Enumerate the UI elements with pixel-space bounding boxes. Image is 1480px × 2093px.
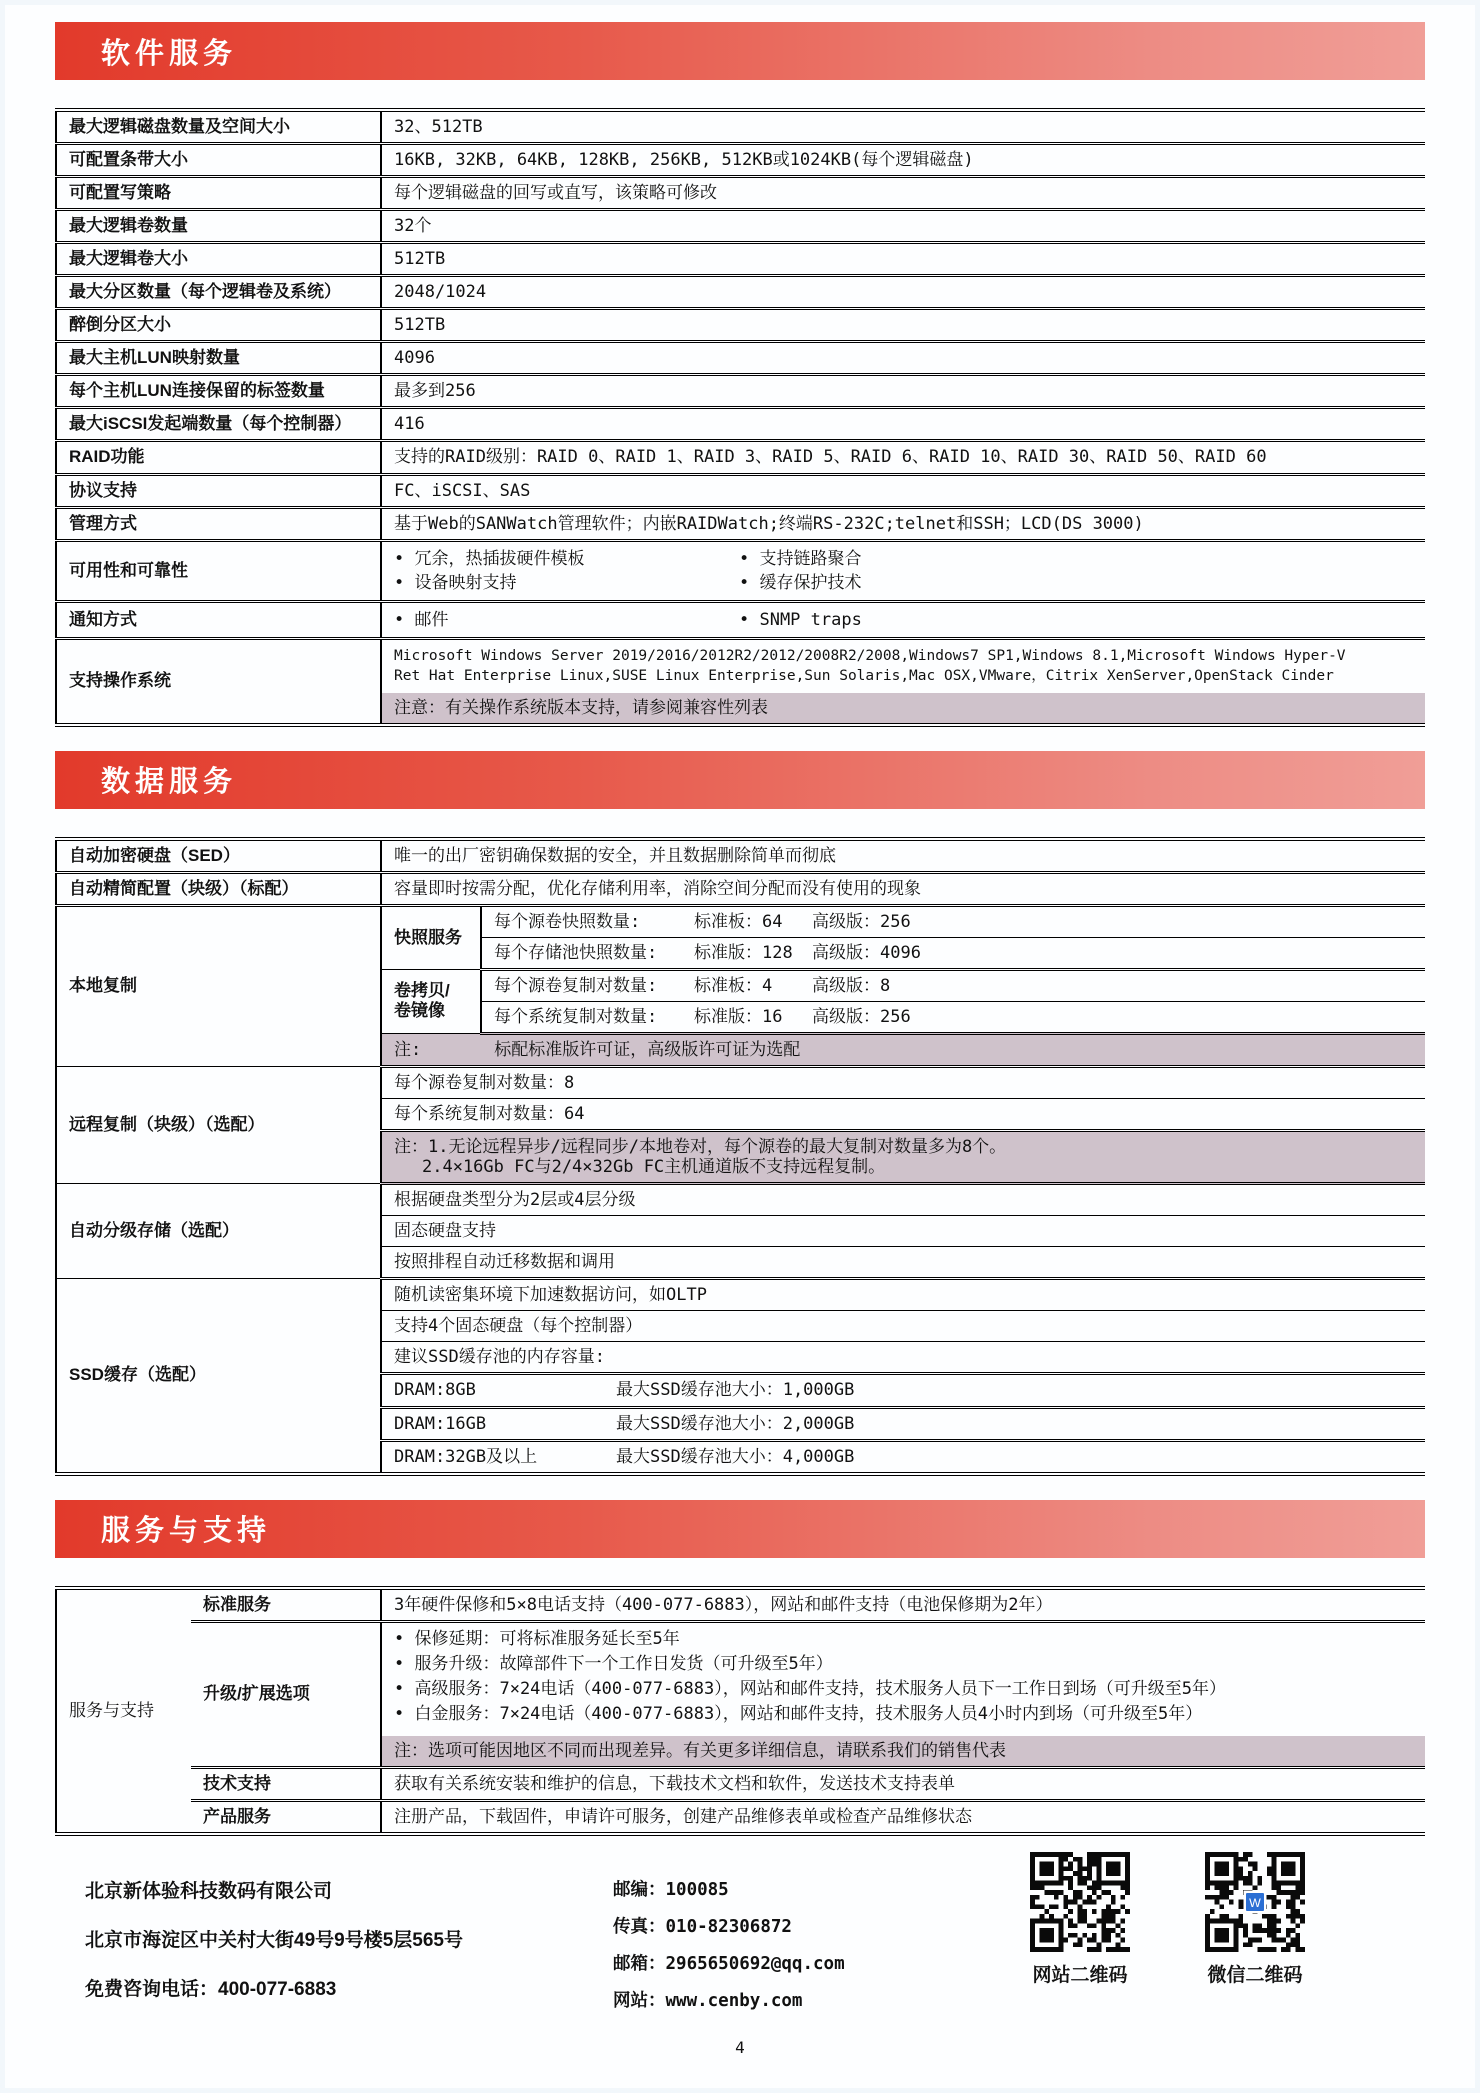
spec-value: 注册产品，下载固件，申请许可服务，创建产品维修表单或检查产品维修状态: [394, 1806, 972, 1827]
company-name: 北京新体验科技数码有限公司: [85, 1881, 333, 1902]
email-address: 邮箱：2965650692@qq.com: [613, 1954, 845, 1974]
dram-row: [394, 1380, 1413, 1400]
table-row-availability: [56, 540, 1425, 601]
spec-value: [381, 1407, 1425, 1440]
bullet-item: • 高级服务：7×24电话（400-077-6883），网站和邮件支持，技术服务人员下一工作日到场（可升级至5年）: [394, 1678, 1226, 1699]
table-row: [56, 144, 1425, 177]
spec-value: [381, 540, 1425, 601]
spec-value: 2048/1024: [381, 276, 1425, 309]
dram-row: [394, 1447, 1413, 1467]
table-row: [56, 243, 1425, 276]
table-row: [56, 1184, 1425, 1216]
max-cache-size: 最大SSD缓存池大小：1,000GB: [616, 1380, 855, 1401]
software-spec-table: [55, 108, 1425, 727]
spec-label: 升级/扩展选项: [191, 1621, 381, 1767]
max-cache-size: 最大SSD缓存池大小：4,000GB: [616, 1446, 855, 1467]
spec-label: 协议支持: [56, 474, 381, 507]
spec-label: 支持操作系统: [56, 638, 381, 725]
metric-name: 每个系统复制对数量:: [494, 1006, 658, 1027]
fax-number: 传真：010-82306872: [613, 1917, 792, 1937]
spec-label: 自动加密硬盘（SED）: [56, 839, 381, 873]
spec-label: 最大逻辑卷数量: [56, 210, 381, 243]
spec-value: 16KB, 32KB, 64KB, 128KB, 256KB, 512KB或1024KB(每个逻辑磁盘): [381, 144, 1425, 177]
local-replication-note: [381, 1033, 1425, 1066]
section-title: 软件服务: [101, 37, 238, 70]
section-header-support: [55, 1500, 1425, 1558]
postal-code: 邮编：100085: [613, 1880, 729, 1900]
table-row-upgrades: [56, 1621, 1425, 1767]
remote-replication-note: [381, 1131, 1425, 1184]
group-label-ssd-cache: SSD缓存（选配）: [56, 1279, 381, 1474]
metric-advanced: 高级版：4096: [812, 942, 921, 963]
table-row: [56, 309, 1425, 342]
spec-value: 按照排程自动迁移数据和调用: [381, 1247, 1425, 1279]
spec-value: 32个: [381, 210, 1425, 243]
company-address: 北京市海淀区中关村大街49号9号楼5层565号: [85, 1930, 463, 1951]
table-row: [56, 210, 1425, 243]
section-title: 服务与支持: [101, 1515, 272, 1548]
spec-value: 每个系统复制对数量：64: [381, 1099, 1425, 1131]
spec-value: 容量即时按需分配，优化存储利用率，消除空间分配而没有使用的现象: [381, 872, 1425, 905]
metric-advanced: 高级版：256: [812, 911, 911, 932]
group-label-support: 服务与支持: [56, 1588, 191, 1834]
table-row-notification: [56, 601, 1425, 638]
spec-label: 醉倒分区大小: [56, 309, 381, 342]
website-qr-label: 网站二维码: [1032, 1965, 1128, 1986]
group-label-remote-replication: 远程复制（块级）（选配）: [56, 1066, 381, 1183]
spec-value: [481, 969, 1425, 1001]
spec-value: [381, 601, 1425, 638]
section-title: 数据服务: [101, 766, 238, 799]
metric-name: 每个源卷复制对数量:: [494, 975, 658, 996]
sub-label-volume-copy: [381, 969, 481, 1033]
table-row: [56, 839, 1425, 873]
table-row: [56, 441, 1425, 474]
spec-value: 4096: [381, 342, 1425, 375]
metric-name: 每个源卷快照数量:: [494, 911, 641, 932]
metric-standard: 标准板：4: [694, 975, 773, 996]
spec-value: 随机读密集环境下加速数据访问，如OLTP: [381, 1279, 1425, 1311]
spec-value: [381, 1374, 1425, 1407]
max-cache-size: 最大SSD缓存池大小：2,000GB: [616, 1413, 855, 1434]
spec-value: 支持4个固态硬盘（每个控制器）: [381, 1311, 1425, 1342]
bullet-item: • 服务升级：故障部件下一个工作日发货（可升级至5年）: [394, 1653, 833, 1674]
dram-size: DRAM:8GB: [394, 1380, 476, 1401]
spec-value: 获取有关系统安装和维护的信息，下载技术文档和软件，发送技术支持表单: [381, 1767, 1425, 1800]
page-number: 4: [735, 2038, 745, 2057]
table-row: [56, 1066, 1425, 1098]
snapshot-row: [494, 943, 1413, 963]
data-services-table: [55, 837, 1425, 1476]
metric-standard: 标准版：16: [694, 1006, 783, 1027]
table-row: [56, 1588, 1425, 1622]
metric-advanced: 高级版：256: [812, 1006, 911, 1027]
wechat-qr-code: [1205, 1852, 1305, 1952]
support-table: [55, 1586, 1425, 1836]
table-row: [56, 474, 1425, 507]
spec-label: 产品服务: [191, 1800, 381, 1834]
volcopy-row: [494, 1007, 1413, 1027]
snapshot-row: [494, 912, 1413, 932]
notification-right: [739, 608, 862, 632]
sub-label-snapshot: 快照服务: [381, 905, 481, 969]
spec-label: 标准服务: [191, 1588, 381, 1622]
spec-value: 基于Web的SANWatch管理软件；内嵌RAIDWatch;终端RS-232C;telnet和SSH；LCD(DS 3000): [381, 507, 1425, 540]
spec-value: 建议SSD缓存池的内存容量:: [381, 1342, 1425, 1374]
spec-value: 每个逻辑磁盘的回写或直写，该策略可修改: [381, 177, 1425, 210]
table-row: [56, 342, 1425, 375]
spec-value: 根据硬盘类型分为2层或4层分级: [381, 1184, 1425, 1216]
os-list: [382, 640, 1425, 688]
spec-value: FC、iSCSI、SAS: [381, 474, 1425, 507]
spec-label: 最大iSCSI发起端数量（每个控制器）: [56, 408, 381, 441]
spec-value: 416: [381, 408, 1425, 441]
bullet-item: • 冗余，热插拔硬件模板: [394, 548, 585, 569]
bullet-item: • 缓存保护技术: [739, 572, 862, 593]
spec-label: 最大分区数量（每个逻辑卷及系统）: [56, 276, 381, 309]
dram-row: [394, 1414, 1413, 1434]
svg-text:W: W: [1249, 1895, 1261, 1910]
os-line: Microsoft Windows Server 2019/2016/2012R2/2012/2008R2/2008,Windows7 SP1,Windows 8.1,Microsoft Windows Hyper-V: [394, 647, 1346, 664]
table-row-snapshot-1: [56, 905, 1425, 937]
note-text: 标配标准版许可证，高级版许可证为选配: [494, 1039, 801, 1060]
table-row: [56, 1800, 1425, 1834]
spec-value: [381, 1440, 1425, 1474]
bullet-item: • SNMP traps: [739, 609, 862, 630]
section-header-data-services: [55, 751, 1425, 809]
availability-right: [739, 547, 861, 595]
spec-label: 最大逻辑磁盘数量及空间大小: [56, 110, 381, 144]
spec-value: 3年硬件保修和5×8电话支持（400-077-6883），网站和邮件支持（电池保修期为2年）: [381, 1588, 1425, 1622]
spec-value: 512TB: [381, 309, 1425, 342]
website-url: 网站：www.cenby.com: [613, 1991, 803, 2011]
note-label: 注:: [394, 1039, 422, 1060]
footer-company-block: [85, 1876, 463, 2023]
note-line: 2.4×16Gb FC与2/4×32Gb FC主机通道版不支持远程复制。: [422, 1157, 886, 1178]
spec-label: 可配置条带大小: [56, 144, 381, 177]
table-row-os: [56, 638, 1425, 725]
metric-standard: 标准版：128: [694, 942, 793, 963]
table-row: [56, 507, 1425, 540]
table-row: [56, 177, 1425, 210]
metric-advanced: 高级版：8: [812, 975, 891, 996]
note-line: 注：1.无论远程异步/远程同步/本地卷对，每个源卷的最大复制对数量多为8个。: [394, 1137, 1007, 1158]
spec-value: 支持的RAID级别：RAID 0、RAID 1、RAID 3、RAID 5、RAID 6、RAID 10、RAID 30、RAID 50、RAID 60: [381, 441, 1425, 474]
metric-standard: 标准板：64: [694, 911, 783, 932]
spec-label: 可配置写策略: [56, 177, 381, 210]
spec-label: 最大逻辑卷大小: [56, 243, 381, 276]
bullet-item: • 支持链路聚合: [739, 548, 862, 569]
spec-label: 技术支持: [191, 1767, 381, 1800]
spec-value: 每个源卷复制对数量：8: [381, 1066, 1425, 1098]
dram-size: DRAM:16GB: [394, 1413, 487, 1434]
os-note: 注意：有关操作系统版本支持，请参阅兼容性列表: [382, 693, 1425, 723]
availability-left: [394, 547, 739, 595]
table-row: [56, 1279, 1425, 1311]
spec-value: 32、512TB: [381, 110, 1425, 144]
spec-label: 自动精简配置（块级）（标配）: [56, 872, 381, 905]
spec-label: 通知方式: [56, 601, 381, 638]
sub-label-line: 卷拷贝/: [394, 981, 450, 1001]
notification-left: [394, 608, 739, 632]
notification-columns: [394, 608, 1413, 632]
availability-columns: [394, 547, 1413, 595]
spec-label: 每个主机LUN连接保留的标签数量: [56, 375, 381, 408]
sub-label-line: 卷镜像: [394, 1001, 445, 1021]
bullet-item: • 保修延期：可将标准服务延长至5年: [394, 1628, 680, 1649]
upgrade-note: 注：选项可能因地区不同而出现差异。有关更多详细信息，请联系我们的销售代表: [382, 1736, 1425, 1766]
spec-value: [481, 937, 1425, 969]
website-qr-code: [1030, 1852, 1130, 1952]
upgrade-bullets: [382, 1623, 1425, 1731]
spec-value: [481, 905, 1425, 937]
group-label-local-replication: 本地复制: [56, 905, 381, 1066]
upgrade-options-cell: [381, 1621, 1425, 1767]
spec-label: 管理方式: [56, 507, 381, 540]
section-header-software: [55, 22, 1425, 80]
spec-value: 最多到256: [381, 375, 1425, 408]
table-row: [56, 110, 1425, 144]
dram-size: DRAM:32GB及以上: [394, 1446, 538, 1467]
bullet-item: • 设备映射支持: [394, 572, 517, 593]
metric-name: 每个存储池快照数量:: [494, 942, 658, 963]
os-line: Ret Hat Enterprise Linux,SUSE Linux Enterprise,Sun Solaris,Mac OSX,VMware，Citrix XenServer,OpenStack Cinder: [394, 667, 1334, 684]
table-row: [56, 872, 1425, 905]
spec-value: 固态硬盘支持: [381, 1216, 1425, 1247]
table-row: [56, 408, 1425, 441]
group-label-tiering: 自动分级存储（选配）: [56, 1184, 381, 1279]
spec-label: RAID功能: [56, 441, 381, 474]
bullet-item: • 邮件: [394, 609, 449, 630]
table-row: [56, 1767, 1425, 1800]
table-row: [56, 375, 1425, 408]
bullet-item: • 白金服务：7×24电话（400-077-6883），网站和邮件支持，技术服务人员4小时内到场（可升级至5年）: [394, 1703, 1203, 1724]
os-support-cell: [381, 638, 1425, 725]
spec-label: 最大主机LUN映射数量: [56, 342, 381, 375]
spec-value: [481, 1001, 1425, 1033]
wechat-qr-label: 微信二维码: [1207, 1965, 1303, 1986]
volcopy-row: [494, 976, 1413, 996]
company-phone: 免费咨询电话：400-077-6883: [85, 1979, 337, 2000]
footer-contact-block: [613, 1876, 845, 2024]
spec-value: 512TB: [381, 243, 1425, 276]
spec-value: 唯一的出厂密钥确保数据的安全，并且数据删除简单而彻底: [381, 839, 1425, 873]
spec-label: 可用性和可靠性: [56, 540, 381, 601]
table-row: [56, 276, 1425, 309]
